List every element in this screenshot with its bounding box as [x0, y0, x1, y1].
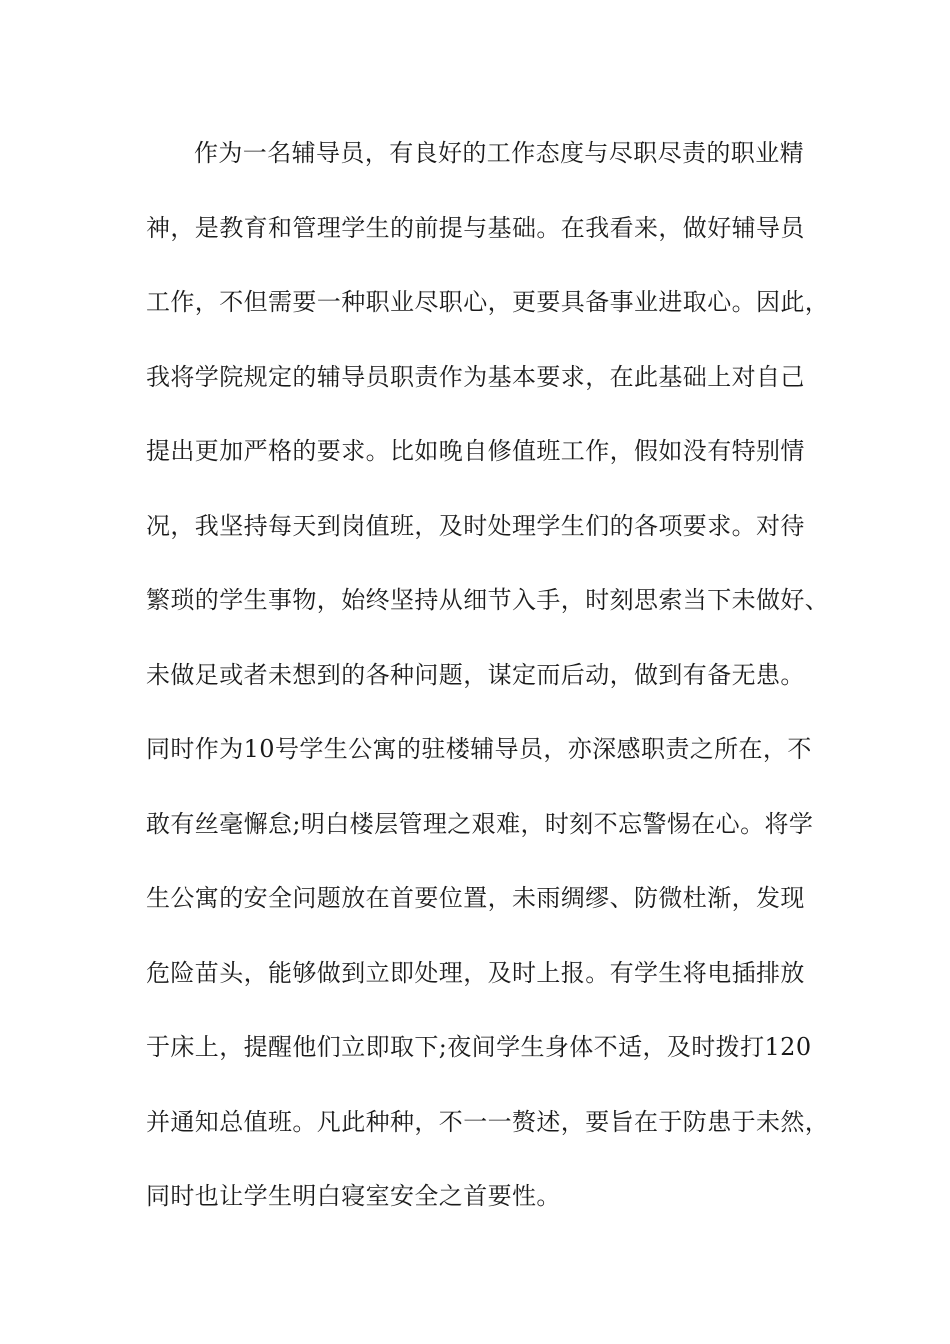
paragraph-line: 我将学院规定的辅导员职责作为基本要求，在此基础上对自己	[146, 362, 805, 391]
paragraph-line: 于床上，提醒他们立即取下;夜间学生身体不适，及时拨打120	[146, 1033, 812, 1061]
paragraph-line: 况，我坚持每天到岗值班，及时处理学生们的各项要求。对待	[146, 511, 805, 540]
paragraph-line: 作为一名辅导员，有良好的工作态度与尽职尽责的职业精	[194, 139, 804, 167]
paragraph-line: 提出更加严格的要求。比如晚自修值班工作，假如没有特别情	[146, 437, 805, 465]
paragraph-line: 危险苗头，能够做到立即处理，及时上报。有学生将电插排放	[146, 958, 805, 987]
paragraph-line: 生公寓的安全问题放在首要位置，未雨绸缪、防微杜渐，发现	[146, 884, 805, 912]
paragraph-line: 敢有丝毫懈怠;明白楼层管理之艰难，时刻不忘警惕在心。将学	[146, 809, 814, 838]
paragraph-line: 同时也让学生明白寝室安全之首要性。	[146, 1182, 561, 1210]
paragraph-line: 工作，不但需要一种职业尽职心，更要具备事业进取心。因此，	[146, 288, 830, 316]
paragraph-line: 繁琐的学生事物，始终坚持从细节入手，时刻思索当下未做好、	[146, 586, 830, 614]
paragraph-line: 并通知总值班。凡此种种，不一一赘述，要旨在于防患于未然，	[146, 1107, 830, 1136]
paragraph-line: 同时作为10号学生公寓的驻楼辅导员，亦深感职责之所在，不	[146, 735, 812, 763]
paragraph-line: 未做足或者未想到的各种问题，谋定而后动，做到有备无患。	[146, 660, 805, 689]
paragraph-line: 神，是教育和管理学生的前提与基础。在我看来，做好辅导员	[146, 213, 805, 242]
paragraph	[146, 128, 830, 1246]
